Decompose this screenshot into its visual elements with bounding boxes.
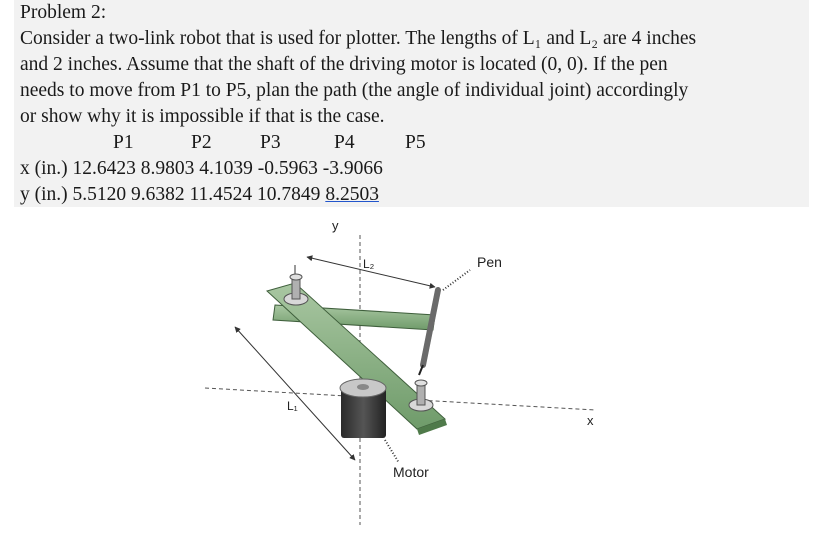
shoulder-joint-cap	[290, 274, 302, 280]
motor-label: Motor	[393, 464, 429, 480]
two-link-robot-figure	[195, 215, 615, 530]
point-header-p5: P5	[405, 132, 426, 153]
problem-body-line-3: needs to move from P1 to P5, plan the path (the angle of individual joint) accordingly	[20, 80, 689, 101]
y-coordinates-values: y (in.) 5.5120 9.6382 11.4524 10.7849	[20, 184, 326, 205]
y-axis-label: y	[332, 218, 339, 233]
x-axis-label: x	[587, 413, 594, 428]
l2-label: L₂	[363, 257, 375, 271]
x-coordinates-row: x (in.) 12.6423 8.9803 4.1039 -0.5963 -3.9066	[20, 158, 383, 179]
problem-body-line-4: or show why it is impossible if that is the case.	[20, 106, 385, 127]
pen-leader-line	[443, 270, 470, 290]
points-header	[20, 130, 720, 156]
point-header-p3: P3	[260, 132, 281, 153]
point-header-p2: P2	[191, 132, 212, 153]
problem-title: Problem 2:	[20, 2, 107, 23]
y-coordinates-row	[20, 182, 379, 208]
problem-body-line-2: and 2 inches. Assume that the shaft of the driving motor is located (0, 0). If the pen	[20, 54, 668, 75]
pen-label: Pen	[477, 254, 502, 270]
problem-body-line-1: Consider a two-link robot that is used for plotter. The lengths of L₁ and L₂ are 4 inches	[20, 28, 697, 49]
point-header-p4: P4	[334, 132, 355, 153]
l1-label: L₁	[287, 399, 298, 413]
motor-shaft	[357, 384, 369, 390]
y-last-value-link[interactable]: 8.2503	[325, 184, 379, 205]
motor-leader-line	[385, 440, 399, 463]
problem-text-block	[14, 0, 809, 207]
point-header-p1: P1	[113, 132, 134, 153]
elbow-joint-cap	[415, 380, 427, 386]
